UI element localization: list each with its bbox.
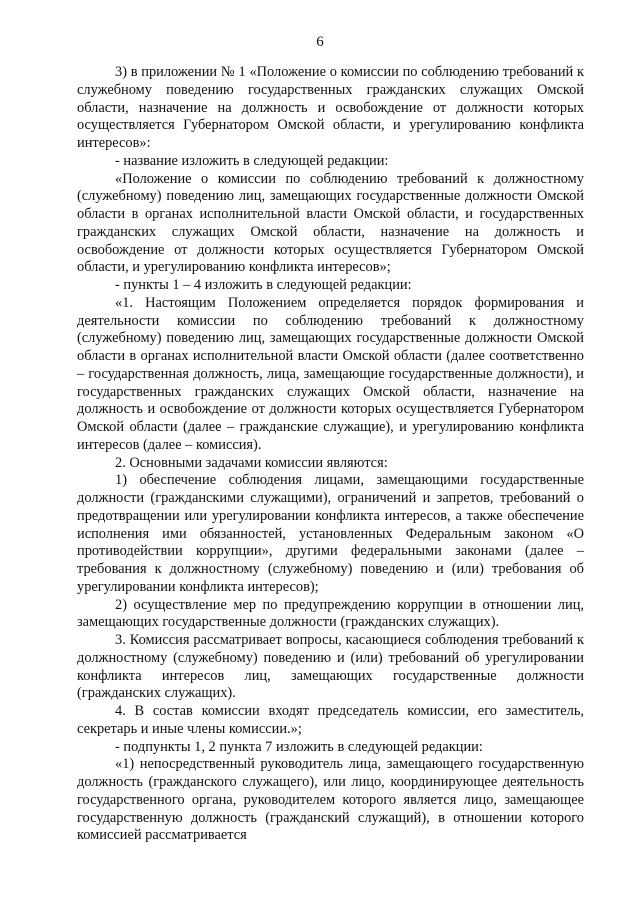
paragraph-new-title: «Положение о комиссии по соблюдению требований к должностному (служебному) поведению лиц, замещающих государственные должности Омской области в органах исполнительной власти Омской области, и государственных гражданских служащих Омской области, назначение на должность и освобождение от должности которых осуществляется Губернатором Омской области, и урегулированию конфликта интересов»; [77, 170, 584, 276]
document-body [77, 64, 584, 845]
paragraph-points-1-4-instruction: - пункты 1 – 4 изложить в следующей редакции: [115, 277, 412, 293]
paragraph-title-instruction: - название изложить в следующей редакции: [115, 152, 389, 169]
paragraph-point-4: 4. В состав комиссии входят председатель комиссии, его заместитель, секретарь и иные члены комиссии.»; [77, 703, 584, 737]
paragraph-point-7-instruction: - подпункты 1, 2 пункта 7 изложить в следующей редакции: [115, 738, 483, 755]
paragraph-point-2-subpoint-1: 1) обеспечение соблюдения лицами, замещающими государственные должности (гражданскими служащими), ограничений и запретов, требований о предотвращении или урегулировании конфликта интересов, а также обеспечение исполнения ими обязанностей, установленных Федеральным законом «О противодействии коррупции», другими федеральными законами (далее – требования к должностному (служебному) поведению и (или) требования об урегулировании конфликта интересов); [77, 472, 584, 595]
paragraph-point-1: «1. Настоящим Положением определяется порядок формирования и деятельности комиссии по соблюдению требований к должностному (служебному) поведению лиц, замещающих государственные должности Омской области в органах исполнительной власти Омской области (далее соответственно – государственная должность, лица, замещающие государственные должности), и государственных гражданских служащих Омской области, назначение на должность и освобождение от должности которых осуществляется Губернатором Омской области (далее – гражданские служащие), и урегулированию конфликта интересов (далее – комиссия). [77, 294, 584, 453]
paragraph-point-2-subpoint-2: 2) осуществление мер по предупреждению коррупции в отношении лиц, замещающих государственные должности (гражданских служащих). [77, 596, 584, 631]
paragraph-point-7-subpoint-1: «1) непосредственный руководитель лица, замещающего государственную должность (гражданского служащего), или лицо, координирующее деятельность государственного органа, руководителем которого является лицо, замещающее государственную должность (гражданский служащий), в отношении которого комиссией рассматривается [77, 756, 584, 844]
paragraph-point-3: 3. Комиссия рассматривает вопросы, касающиеся соблюдения требований к должностному (служебному) поведению и (или) требований об урегулировании конфликта интересов лиц, замещающих государственные должности (гражданских служащих). [77, 632, 584, 702]
page-number: 6 [316, 34, 324, 50]
paragraph-appendix-1-intro: 3) в приложении № 1 «Положение о комиссии по соблюдению требований к служебному поведению государственных гражданских служащих Омской области, назначение на должность и освобождение от должности которых осуществляется Губернатором Омской области, и урегулированию конфликта интересов»: [77, 64, 584, 151]
paragraph-point-2: 2. Основными задачами комиссии являются: [115, 454, 388, 471]
